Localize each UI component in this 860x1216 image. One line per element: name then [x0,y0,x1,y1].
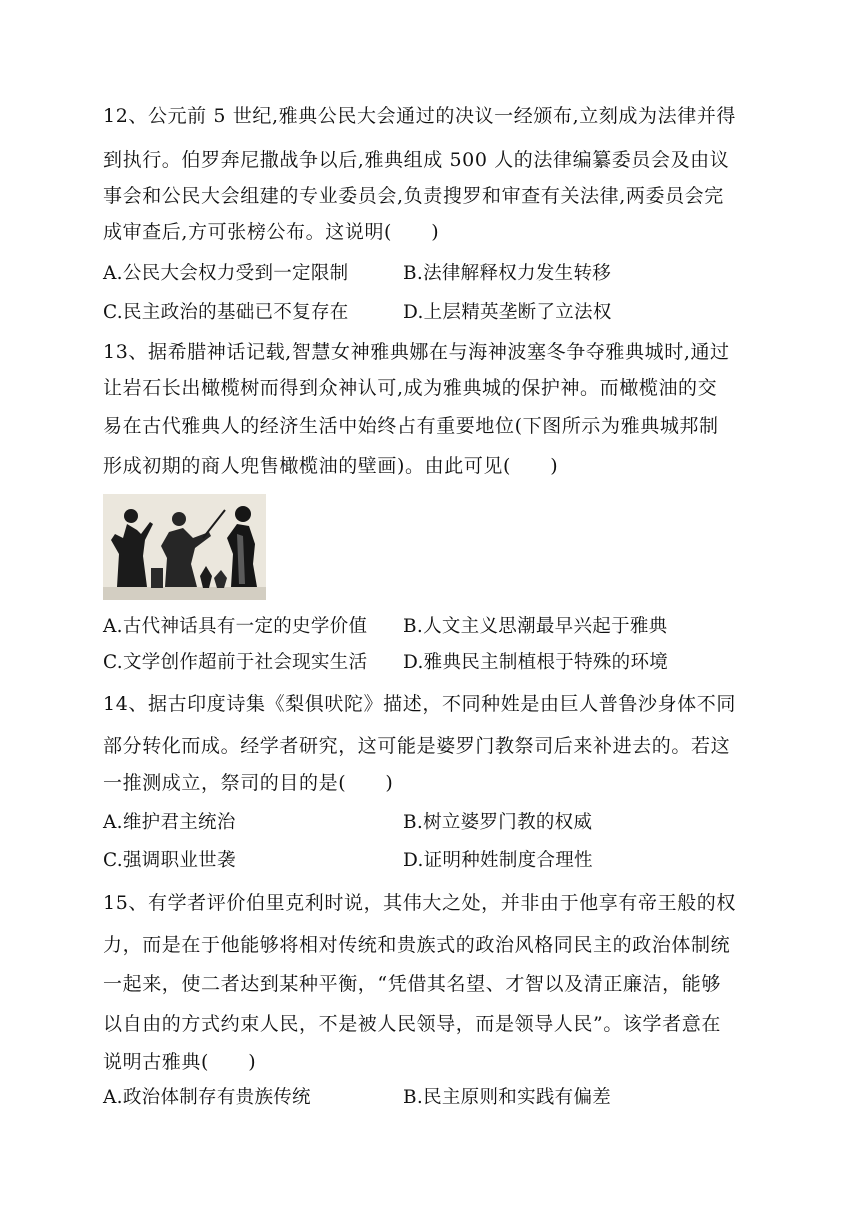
question-15-option-b: B.民主原则和实践有偏差 [403,1087,612,1108]
question-13-option-d: D.雅典民主制植根于特殊的环境 [403,652,669,673]
question-13-option-c: C.文学创作超前于社会现实生活 [103,652,368,673]
question-14-stem-line-2: 部分转化而成。经学者研究，这可能是婆罗门教祭司后来补进去的。若这 [103,735,731,757]
question-13-stem-line-2: 让岩石长出橄榄树而得到众神认可,成为雅典城的保护神。而橄榄油的交 [103,377,718,399]
question-15-stem-line-4: 以自由的方式约束人民，不是被人民领导，而是领导人民”。该学者意在 [103,1013,721,1035]
question-14-option-c: C.强调职业世袭 [103,850,236,871]
question-12-stem-line-1: 12、公元前 5 世纪,雅典公民大会通过的决议一经颁布,立刻成为法律并得 [103,105,737,127]
question-14-option-d: D.证明种姓制度合理性 [403,850,593,871]
question-13-option-a: A.古代神话具有一定的史学价值 [103,616,368,637]
question-12-option-c: C.民主政治的基础已不复存在 [103,302,349,323]
question-15-stem-line-1: 15、有学者评价伯里克利时说，其伟大之处，并非由于他享有帝王般的权 [103,892,736,914]
question-12-option-d: D.上层精英垄断了立法权 [403,302,612,323]
question-15-option-a: A.政治体制存有贵族传统 [103,1087,311,1108]
question-15-stem-line-3: 一起来，使二者达到某种平衡，“凭借其名望、才智以及清正廉洁，能够 [103,973,721,995]
question-15-stem-line-2: 力，而是在于他能够将相对传统和贵族式的政治风格同民主的政治体制统 [103,934,731,956]
question-12-option-b: B.法律解释权力发生转移 [403,263,612,284]
question-12-stem-line-3: 事会和公民大会组建的专业委员会,负责搜罗和审查有关法律,两委员会完 [103,185,724,207]
question-12-stem-line-4: 成审查后,方可张榜公布。这说明( ) [103,221,440,243]
question-13-stem-line-4: 形成初期的商人兜售橄榄油的壁画)。由此可见( ) [103,455,559,477]
olive-oil-merchant-fresco-image [103,494,266,600]
question-14-option-a: A.维护君主统治 [103,812,236,833]
question-13-stem-line-3: 易在古代雅典人的经济生活中始终占有重要地位(下图所示为雅典城邦制 [103,415,719,437]
question-13-option-b: B.人文主义思潮最早兴起于雅典 [403,616,668,637]
question-12-stem-line-2: 到执行。伯罗奔尼撒战争以后,雅典组成 500 人的法律编纂委员会及由议 [103,149,730,171]
question-13-stem-line-1: 13、据希腊神话记载,智慧女神雅典娜在与海神波塞冬争夺雅典城时,通过 [103,341,730,363]
question-12-option-a: A.公民大会权力受到一定限制 [103,263,349,284]
question-14-stem-line-1: 14、据古印度诗集《梨俱吠陀》描述，不同种姓是由巨人普鲁沙身体不同 [103,693,736,715]
question-15-stem-line-5: 说明古雅典( ) [103,1051,257,1073]
question-14-option-b: B.树立婆罗门教的权威 [403,812,593,833]
question-14-stem-line-3: 一推测成立，祭司的目的是( ) [103,772,394,794]
